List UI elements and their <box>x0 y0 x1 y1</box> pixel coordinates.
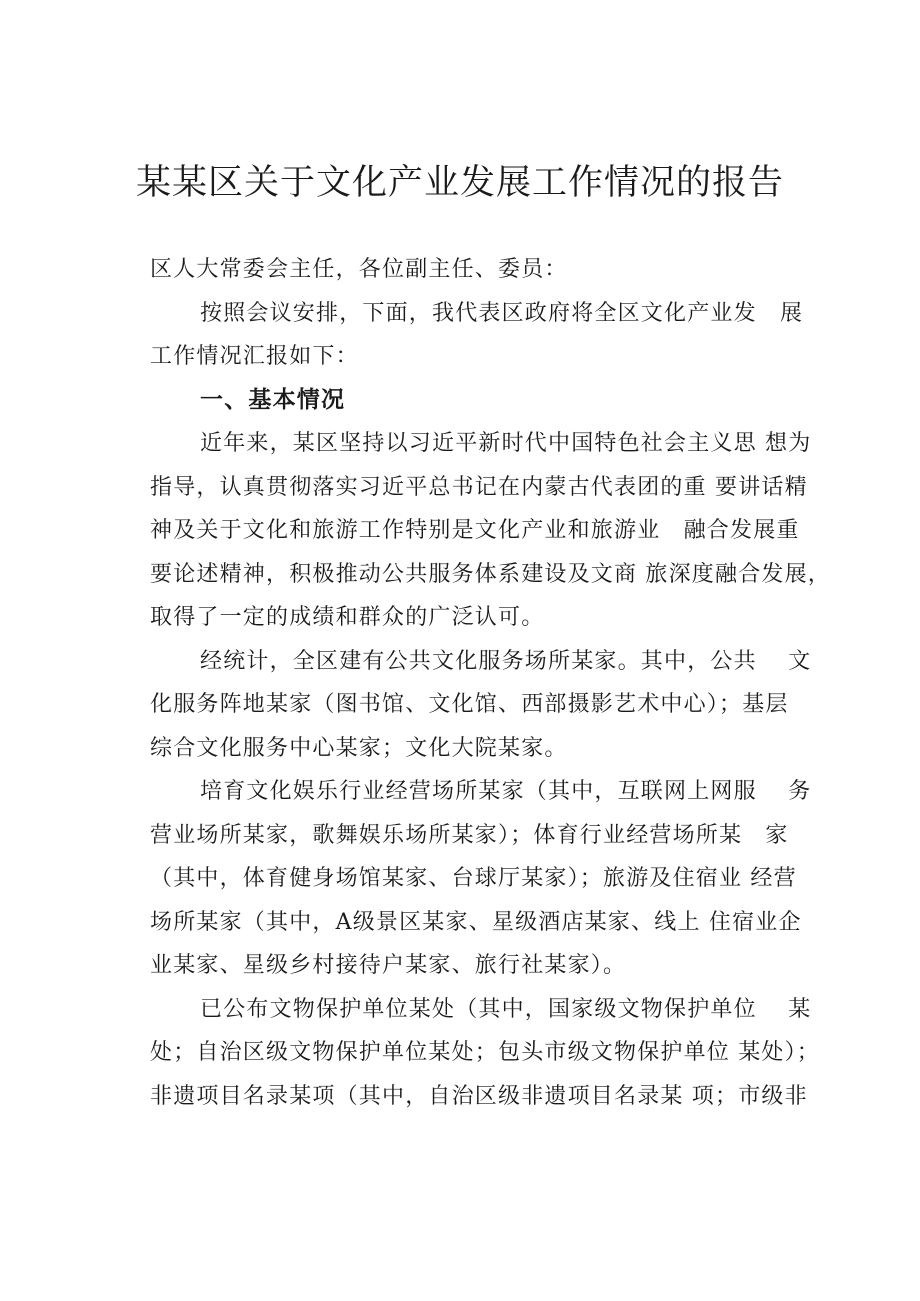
paragraph-entertainment <box>150 770 810 988</box>
paragraph-line: 近年来，某区坚持以习近平新时代中国特色社会主义思 想为 <box>200 431 812 456</box>
section-heading: 一、基本情况 <box>200 386 346 413</box>
document-title: 某某区关于文化产业发展工作情况的报告 <box>135 163 784 203</box>
paragraph-line: 要论述精神，积极推动公共服务体系建设及文商 旅深度融合发展， <box>150 561 831 587</box>
paragraph-line: 取得了一定的成绩和群众的广泛认可。 <box>150 605 545 630</box>
paragraph-line: 综合文化服务中心某家；文化大院某家。 <box>150 735 568 761</box>
paragraph-line: 经统计，全区建有公共文化服务场所某家。其中，公共 文 <box>200 648 812 674</box>
paragraph-line: 场所某家（其中，A级景区某家、星级酒店某家、线上 住宿业企 <box>150 909 802 935</box>
paragraph-line: 营业场所某家，歌舞娱乐场所某家）；体育行业经营场所某 家 <box>150 822 789 848</box>
paragraph-line: 指导，认真贯彻落实习近平总书记在内蒙古代表团的重 要讲话精 <box>150 474 808 500</box>
paragraph-overview <box>150 422 831 640</box>
paragraph-line: 处；自治区级文物保护单位某处；包头市级文物保护单位 某处）； <box>150 1040 820 1065</box>
paragraph-line: 培育文化娱乐行业经营场所某家（其中，互联网上网服 务 <box>200 779 812 804</box>
paragraph-line: 按照会议安排，下面，我代表区政府将全区文化产业发 展 <box>200 300 804 326</box>
paragraph-heritage <box>150 988 820 1119</box>
paragraph-line: 非遗项目名录某项（其中，自治区级非遗项目名录某 项；市级非 <box>150 1083 808 1109</box>
paragraph-line: 化服务阵地某家（图书馆、文化馆、西部摄影艺术中心）；基层 <box>150 692 789 717</box>
paragraph-line: 神及关于文化和旅游工作特别是文化产业和旅游业 融合发展重 <box>150 518 800 543</box>
salutation: 区人大常委会主任，各位副主任、委员： <box>150 257 568 282</box>
document-body <box>150 248 831 1118</box>
intro-paragraph <box>150 292 810 379</box>
paragraph-public-culture <box>150 640 810 771</box>
paragraph-line: 已公布文物保护单位某处（其中，国家级文物保护单位 某 <box>200 996 812 1022</box>
paragraph-line: 工作情况汇报如下： <box>150 344 359 369</box>
paragraph-line: 业某家、星级乡村接待户某家、旅行社某家）。 <box>150 953 627 978</box>
paragraph-line: （其中，体育健身场馆某家、台球厅某家）；旅游及住宿业 经营 <box>150 866 797 891</box>
